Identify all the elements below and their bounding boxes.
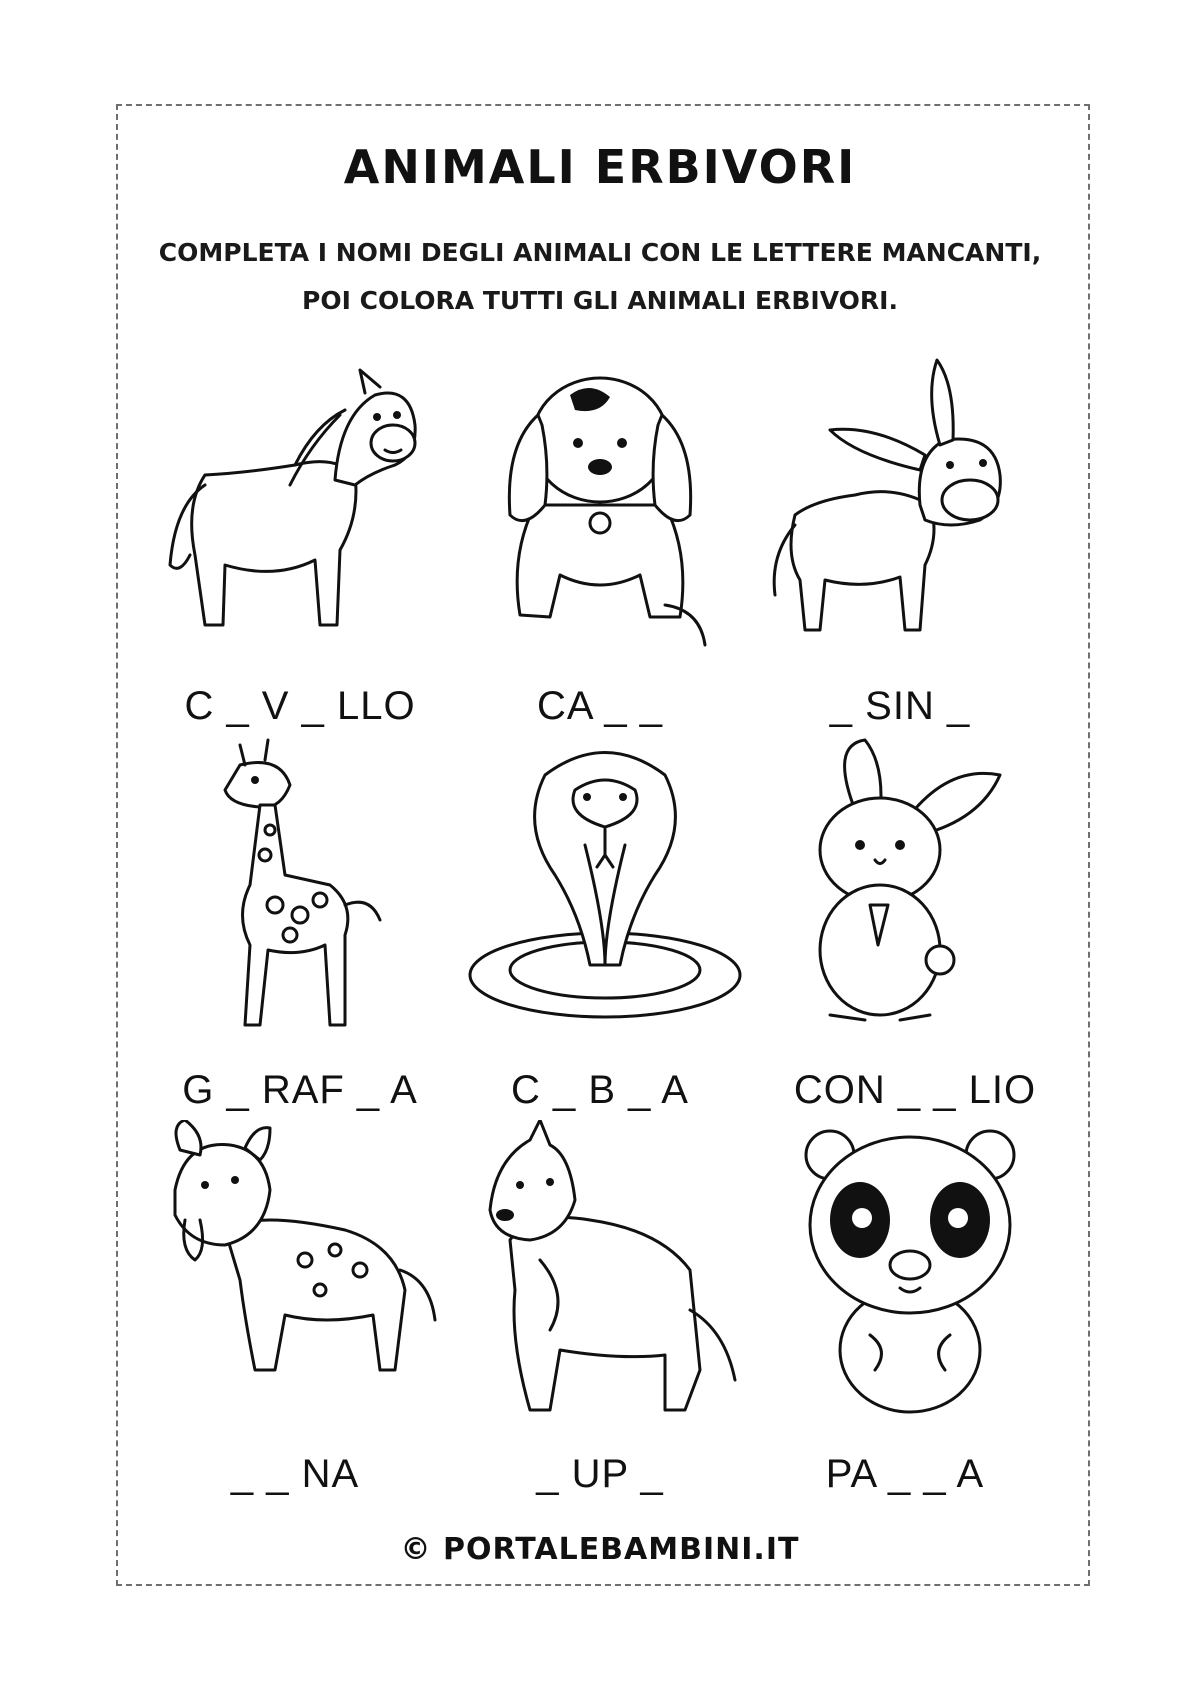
horse-icon [145,355,445,655]
word-lupo: _ UP _ [536,1452,664,1496]
word-cavallo: C _ V _ LLO [184,684,416,728]
footer-copyright: © PORTALEBAMBINI.IT [400,1532,800,1567]
word-coniglio: CON _ _ LIO [793,1068,1037,1112]
cobra-icon [455,735,755,1035]
word-asino: _ SIN _ [829,684,971,728]
instruction-line-1: COMPLETA I NOMI DEGLI ANIMALI CON LE LETTERE MANCANTI, [158,238,1042,267]
word-iena: _ _ NA [230,1452,360,1496]
page-title: ANIMALI ERBIVORI [343,140,857,194]
instruction-line-2: POI COLORA TUTTI GLI ANIMALI ERBIVORI. [302,286,898,315]
word-panda: PA _ _ A [825,1452,985,1496]
word-cane: CA _ _ [536,684,664,728]
word-cobra: C _ B _ A [511,1068,689,1112]
giraffe-icon [150,735,450,1035]
panda-icon [760,1120,1060,1420]
dog-icon [450,355,750,655]
rabbit-icon [760,735,1060,1035]
wolf-icon [450,1120,750,1420]
donkey-icon [755,355,1055,655]
hyena-icon [145,1120,445,1420]
word-giraffa: G _ RAF _ A [182,1068,418,1112]
